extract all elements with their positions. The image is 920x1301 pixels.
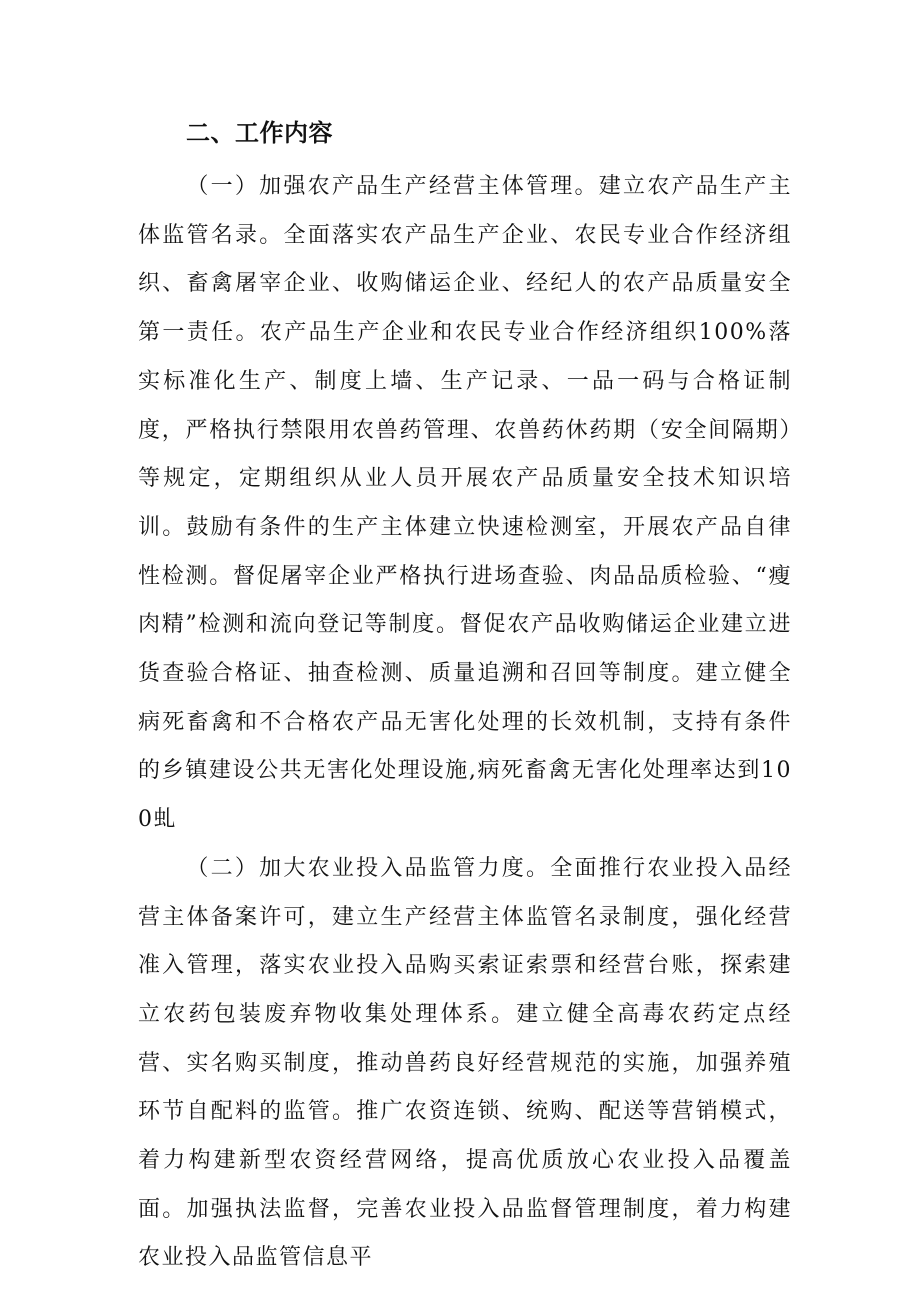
paragraph-producer-management: （一）加强农产品生产经营主体管理。建立农产品生产主体监管名录。全面落实农产品生产企业、农民专业合作经济组织、畜禽屠宰企业、收购储运企业、经纪人的农产品质量安全第一责任。农产品生产企业和农民专业合作经济组织100%落实标准化生产、制度上墙、生产记录、一品一码与合格证制度，严格执行禁限用农兽药管理、农兽药休药期（安全间隔期）等规定，定期组织从业人员开展农产品质量安全技术知识培训。鼓励有条件的生产主体建立快速检测室，开展农产品自律性检测。督促屠宰企业严格执行进场查验、肉品品质检验、“瘦肉精”检测和流向登记等制度。督促农产品收购储运企业建立进货查验合格证、抽查检测、质量追溯和召回等制度。建立健全病死畜禽和不合格农产品无害化处理的长效机制，支持有条件的乡镇建设公共无害化处理设施,病死畜禽无害化处理率达到100虬 — [138, 174, 792, 833]
document-body — [138, 113, 792, 1283]
section-heading: 二、工作内容 — [186, 119, 333, 147]
paragraph-input-supervision: （二）加大农业投入品监管力度。全面推行农业投入品经营主体备案许可，建立生产经营主体监管名录制度，强化经营准入管理，落实农业投入品购买索证索票和经营台账，探索建立农药包装废弃物收集处理体系。建立健全高毒农药定点经营、实名购买制度，推动兽药良好经营规范的实施，加强养殖环节自配料的监管。推广农资连锁、统购、配送等营销模式，着力构建新型农资经营网络，提高优质放心农业投入品覆盖面。加强执法监督，完善农业投入品监督管理制度，着力构建农业投入品监管信息平 — [138, 855, 792, 1271]
